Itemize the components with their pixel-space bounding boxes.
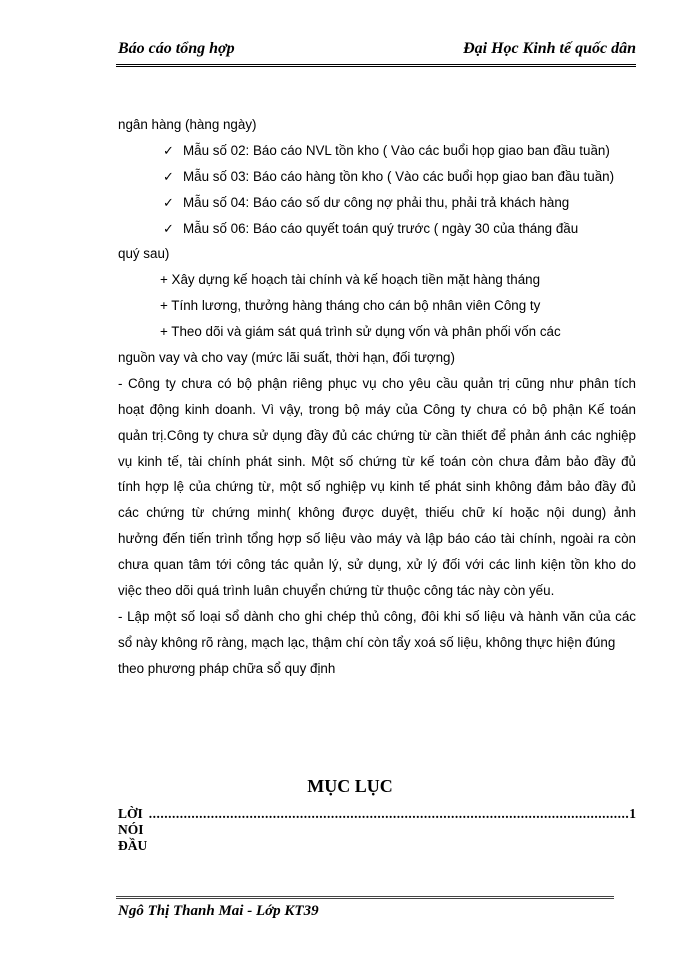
footer-rule [116,896,614,899]
text-line: - Lập một số loại sổ dành cho ghi chép thủ công, đôi khi số liệu và hành văn của các [118,608,636,624]
checklist-item [118,138,636,164]
checkmark-icon: ✓ [163,220,174,236]
checklist-item [118,216,636,242]
page-header [118,40,636,62]
checkmark-icon: ✓ [163,142,174,158]
text-line: vụ kinh tế, tài chính phát sinh. Một số chứng từ kế toán còn chưa đảm bảo đầy đủ [118,453,636,469]
checklist-item [118,190,636,216]
text-line: - Công ty chưa có bộ phận riêng phục vụ cho yêu cầu quản trị cũng như phân tích [118,375,636,391]
text-line: sổ này không rõ ràng, mạch lạc, thậm chí còn tẩy xoá số liệu, không thực hiện đúng [118,634,616,650]
page-footer: Ngô Thị Thanh Mai - Lớp KT39 [118,903,319,919]
toc-entry-page: 1 [629,806,636,821]
text-line: tính hợp lệ của chứng từ, một số nghiệp vụ kinh tế phát sinh không đảm bảo đầy đủ [118,479,636,495]
text-line: quản trị.Công ty chưa sử dụng đầy đủ các chứng từ cần thiết để phản ánh các nghiệp [118,427,636,443]
checklist-item-text: Mẫu số 06: Báo cáo quyết toán quý trước ( ngày 30 của tháng đầu [183,220,579,236]
header-left-title: Báo cáo tổng hợp [118,40,235,57]
text-line: quý sau) [118,246,170,262]
text-line: ngân hàng (hàng ngày) [118,117,257,132]
toc-leader-dots: ............................................................................................................................ [148,806,630,821]
checklist-item-text: Mẫu số 04: Báo cáo số dư công nợ phải thu, phải trả khách hàng [183,194,570,210]
text-line: chưa quan tâm tới công tác quản lý, sử dụng, xử lý đối với các linh kiện tồn kho do [118,557,636,573]
header-right-title: Đại Học Kinh tế quốc dân [463,40,636,57]
checklist-item-text: Mẫu số 02: Báo cáo NVL tồn kho ( Vào các buổi họp giao ban đầu tuần) [183,142,610,158]
text-line: theo phương pháp chữa sổ quy định [118,660,336,676]
text-line: nguồn vay và cho vay (mức lãi suất, thời hạn, đối tượng) [118,350,455,366]
plus-item: + Tính lương, thưởng hàng tháng cho cán bộ nhân viên Công ty [160,298,541,314]
checklist-item [118,164,636,190]
toc-entry-label: LỜI NÓI ĐẦU [118,806,148,853]
checklist-item-text: Mẫu số 03: Báo cáo hàng tồn kho ( Vào các buổi họp giao ban đầu tuần) [183,168,615,184]
text-line: hưởng đến tiến trình tổng hợp số liệu vào máy và lập báo cáo tài chính, ngoài ra còn [118,531,636,547]
document-body [118,112,636,682]
toc-entry[interactable] [118,806,636,854]
plus-item: + Theo dõi và giám sát quá trình sử dụng vốn và phân phối vốn các [160,324,561,340]
checkmark-icon: ✓ [163,168,174,184]
text-line: hoạt động kinh doanh. Vì vậy, trong bộ máy của Công ty chưa có bộ phận Kế toán [118,401,636,417]
checkmark-icon: ✓ [163,194,174,210]
text-line: việc theo dõi quá trình luân chuyển chứng từ thuộc công tác này còn yếu. [118,583,555,599]
plus-item: + Xây dựng kế hoạch tài chính và kế hoạch tiền mặt hàng tháng [160,272,541,288]
header-rule [116,64,636,67]
text-line: các chứng từ chứng minh( không được duyệt, thiếu chữ kí hoặc nội dung) ảnh [118,505,636,521]
toc-title: MỤC LỤC [307,776,393,796]
